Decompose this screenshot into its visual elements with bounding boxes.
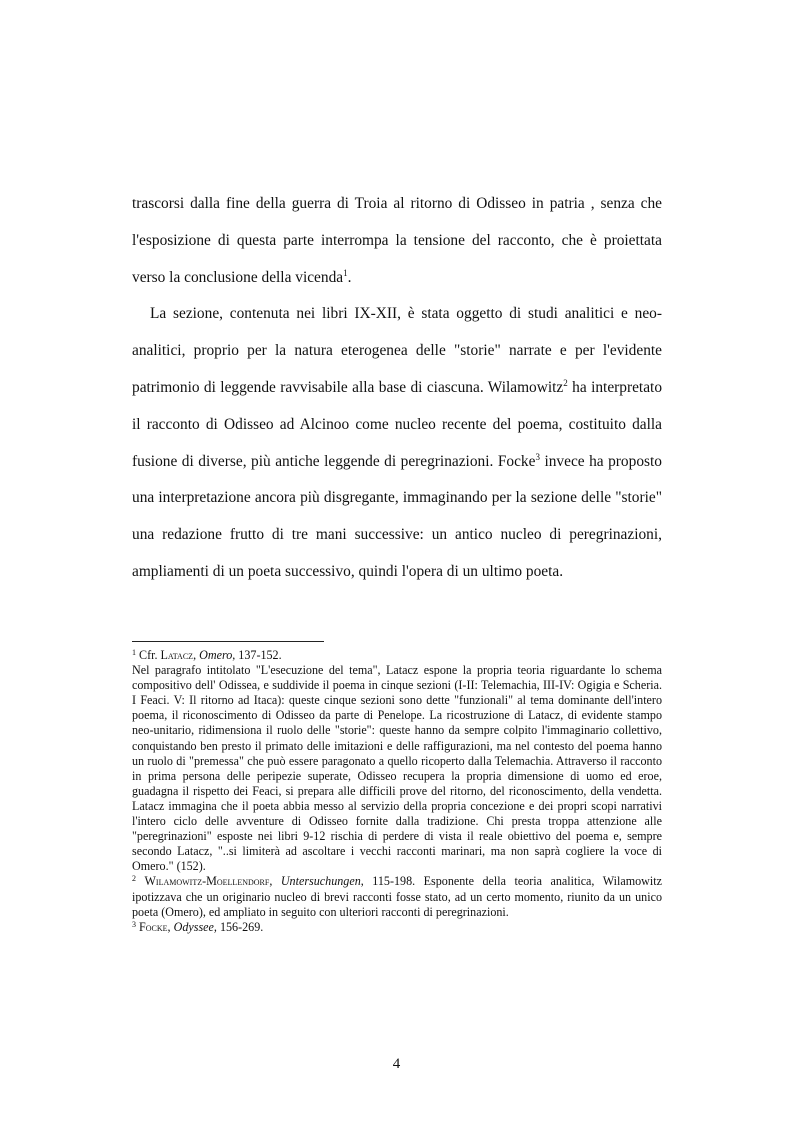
footnote-number: 1 — [132, 648, 136, 657]
work-title: Omero — [199, 648, 233, 662]
author-name: Wilamowitz-Moellendorf — [144, 874, 270, 889]
footnote-ref-1[interactable]: 1 — [343, 267, 348, 278]
footnote-ref-2[interactable]: 2 — [563, 377, 568, 388]
work-title: Odyssee, — [173, 919, 217, 934]
paragraph-1: trascorsi dalla fine della guerra di Troia al ritorno di Odisseo in patria , senza che l'esposizione di questa parte interrompa la tensione del racconto, che è proiettata verso la conclusione della vicenda$^1$. — [132, 195, 662, 286]
footnote-2: $^2$ Wilamowitz-Moellendorf, Untersuchungen, 115-198. Esponente della teoria analitica, Wilamowitz ipotizzava che un originario nucleo di brevi racconti fosse stato, ad un certo momento, riunito da un unico poeta (Omero), ed ampliato in seguito con ulteriori racconti di peregrinazioni. — [132, 874, 663, 919]
author-name: Latacz — [160, 648, 194, 662]
footnote-ref-3[interactable]: 3 — [535, 451, 540, 462]
main-text — [132, 186, 662, 591]
work-title: Untersuchungen — [280, 874, 361, 889]
footnote-number: 2 — [132, 874, 136, 884]
footnote-number: 3 — [132, 919, 136, 929]
author-name: Focke — [139, 919, 168, 934]
paragraph-2: La sezione, contenuta nei libri IX-XII, è stata oggetto di studi analitici e neo-analitici, proprio per la natura eterogenea delle "storie" narrate e per l'evidente patrimonio di leggende ravvisabile alla base di ciascuna. Wilamowitz$^2$ ha interpretato il racconto di Odisseo ad Alcinoo come nucleo recente del poema, costituito dalla fusione di diverse, più antiche leggende di peregrinazioni. Focke$^3$ invece ha proposto una interpretazione ancora più disgregante, immaginando per la sezione delle "storie" una redazione frutto di tre mani successive: un antico nucleo di peregrinazioni, ampliamenti di un poeta successivo, quindi l'opera di un ultimo poeta. — [132, 305, 663, 580]
page-number: 4 — [392, 1056, 401, 1072]
footnote-3: $^3$ Focke, Odyssee, 156-269. — [132, 919, 264, 934]
footnote-1-text: Nel paragrafo intitolato "L'esecuzione del tema", Latacz espone la propria teoria riguardante lo schema compositivo dell' Odissea, e suddivide il poema in cinque sezioni (I-II: Telemachia, III-IV: Ogigia e Scheria. I Feaci. V: Il ritorno ad Itaca): queste cinque sezioni sono dette "funzionali" al tema dominante dell'intero poema, il riconoscimento di Odisseo da parte di Penelope. La ricostruzione di Latacz, di evidente stampo neo-unitario, ridimensiona il ruolo delle "storie": queste hanno da sempre colpito l'immaginario collettivo, conquistando ben presto il primato delle imitazioni e delle raffigurazioni, ma nel contesto del poema hanno un ruolo di "premessa" che può essere paragonato a quello ricoperto dalla Telemachia. Attraverso il racconto in prima persona delle peripezie superate, Odisseo recupera la propria dimensione di uomo ed eroe, guadagna il rispetto dei Feaci, si prepara alle difficili prove del ritorno, del riconoscimento, della vendetta. Latacz immagina che il poeta abbia messo al servizio della propria concezione e dei propri scopi narrativi l'intero ciclo delle avventure di Odisseo fornite dalla tradizione. Chi presta troppa attenzione alle "peregrinazioni" esposte nei libri 9-12 rischia di perdere di vista il reale obiettivo del poema e, sempre secondo Latacz, "..si limiterà ad ascoltare i vecchi racconti marinari, ma non saprà cogliere la voce di Omero." (152). — [132, 663, 662, 874]
footnote-1-citation: $^1$ Cfr. Latacz, Omero, 137-152. — [132, 648, 282, 662]
footnotes — [132, 648, 662, 935]
footnote-separator — [132, 641, 324, 642]
